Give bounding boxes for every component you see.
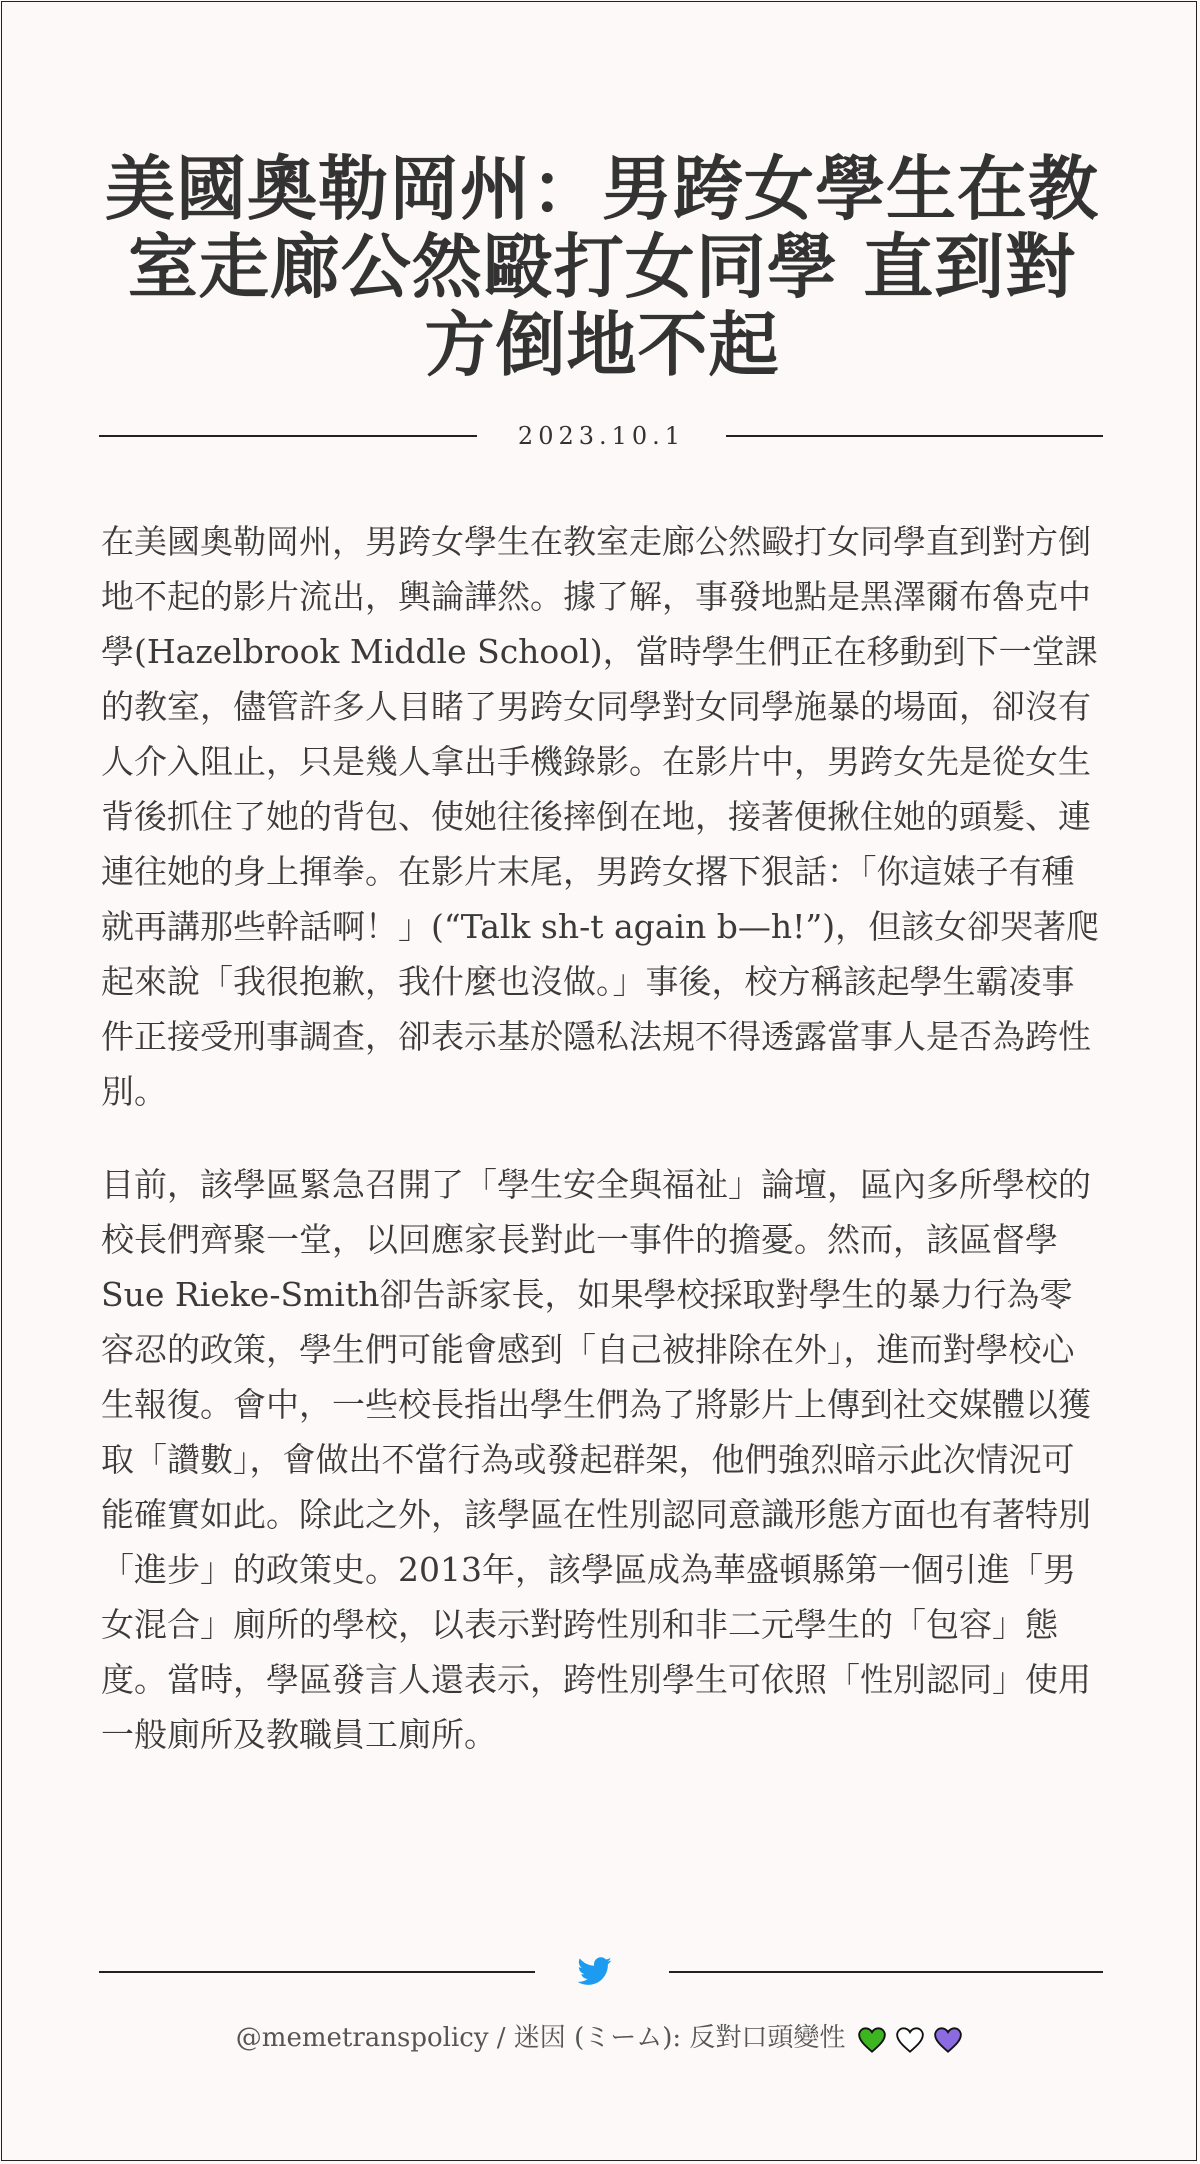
footer-line-left [99,1971,535,1973]
article-paragraph: 在美國奧勒岡州，男跨女學生在教室走廊公然毆打女同學直到對方倒地不起的影片流出，輿論譁然。據了解，事發地點是黑澤爾布魯克中學(Hazelbrook Middle School)，當時學生們正在移動到下一堂課的教室，儘管許多人目睹了男跨女同學對女同學施暴的場面，卻沒有人介入阻止，只是幾人拿出手機錄影。在影片中，男跨女先是從女生背後抓住了她的背包、使她往後摔倒在地，接著便揪住她的頭髮、連連往她的身上揮拳。在影片末尾，男跨女撂下狠話：「你這婊子有種就再講那些幹話啊！」(“Talk sh-t again b—h!”)，但該女卻哭著爬起來說「我很抱歉，我什麼也沒做。」事後，校方稱該起學生霸凌事件正接受刑事調查，卻表示基於隱私法規不得透露當事人是否為跨性別。 [101,522,1100,1111]
footer-line-right [669,1971,1103,1973]
article-date: 2023.10.1 [517,422,686,450]
white-heart-icon [896,2027,924,2053]
divider-line-right [726,435,1103,437]
article-body [101,514,1103,1800]
green-heart-icon [858,2027,886,2053]
twitter-bird-icon [576,1954,614,1988]
date-divider [99,420,1103,452]
credit-text: @memetranspolicy / 迷因 (ミーム): 反對口頭變性 [235,2023,846,2053]
footer-credit [2,2018,1198,2059]
article-paragraph: 目前，該學區緊急召開了「學生安全與福祉」論壇，區內多所學校的校長們齊聚一堂，以回應家長對此一事件的擔憂。然而，該區督學Sue Rieke-Smith卻告訴家長，如果學校採取對學生的暴力行為零容忍的政策，學生們可能會感到「自己被排除在外」，進而對學校心生報復。會中，一些校長指出學生們為了將影片上傳到社交媒體以獲取「讚數」，會做出不當行為或發起群架，他們強烈暗示此次情況可能確實如此。除此之外，該學區在性別認同意識形態方面也有著特別「進步」的政策史。2013年，該學區成為華盛頓縣第一個引進「男女混合」廁所的學校，以表示對跨性別和非二元學生的「包容」態度。當時，學區發言人還表示，跨性別學生可依照「性別認同」使用一般廁所及教職員工廁所。 [101,1165,1091,1754]
purple-heart-icon [934,2027,962,2053]
heart-icons [858,2019,965,2059]
article-card [1,1,1197,2161]
divider-line-left [99,435,477,437]
article-title: 美國奧勒岡州：男跨女學生在教室走廊公然毆打女同學 直到對方倒地不起 [105,148,1099,386]
footer-divider [99,1952,1103,1992]
